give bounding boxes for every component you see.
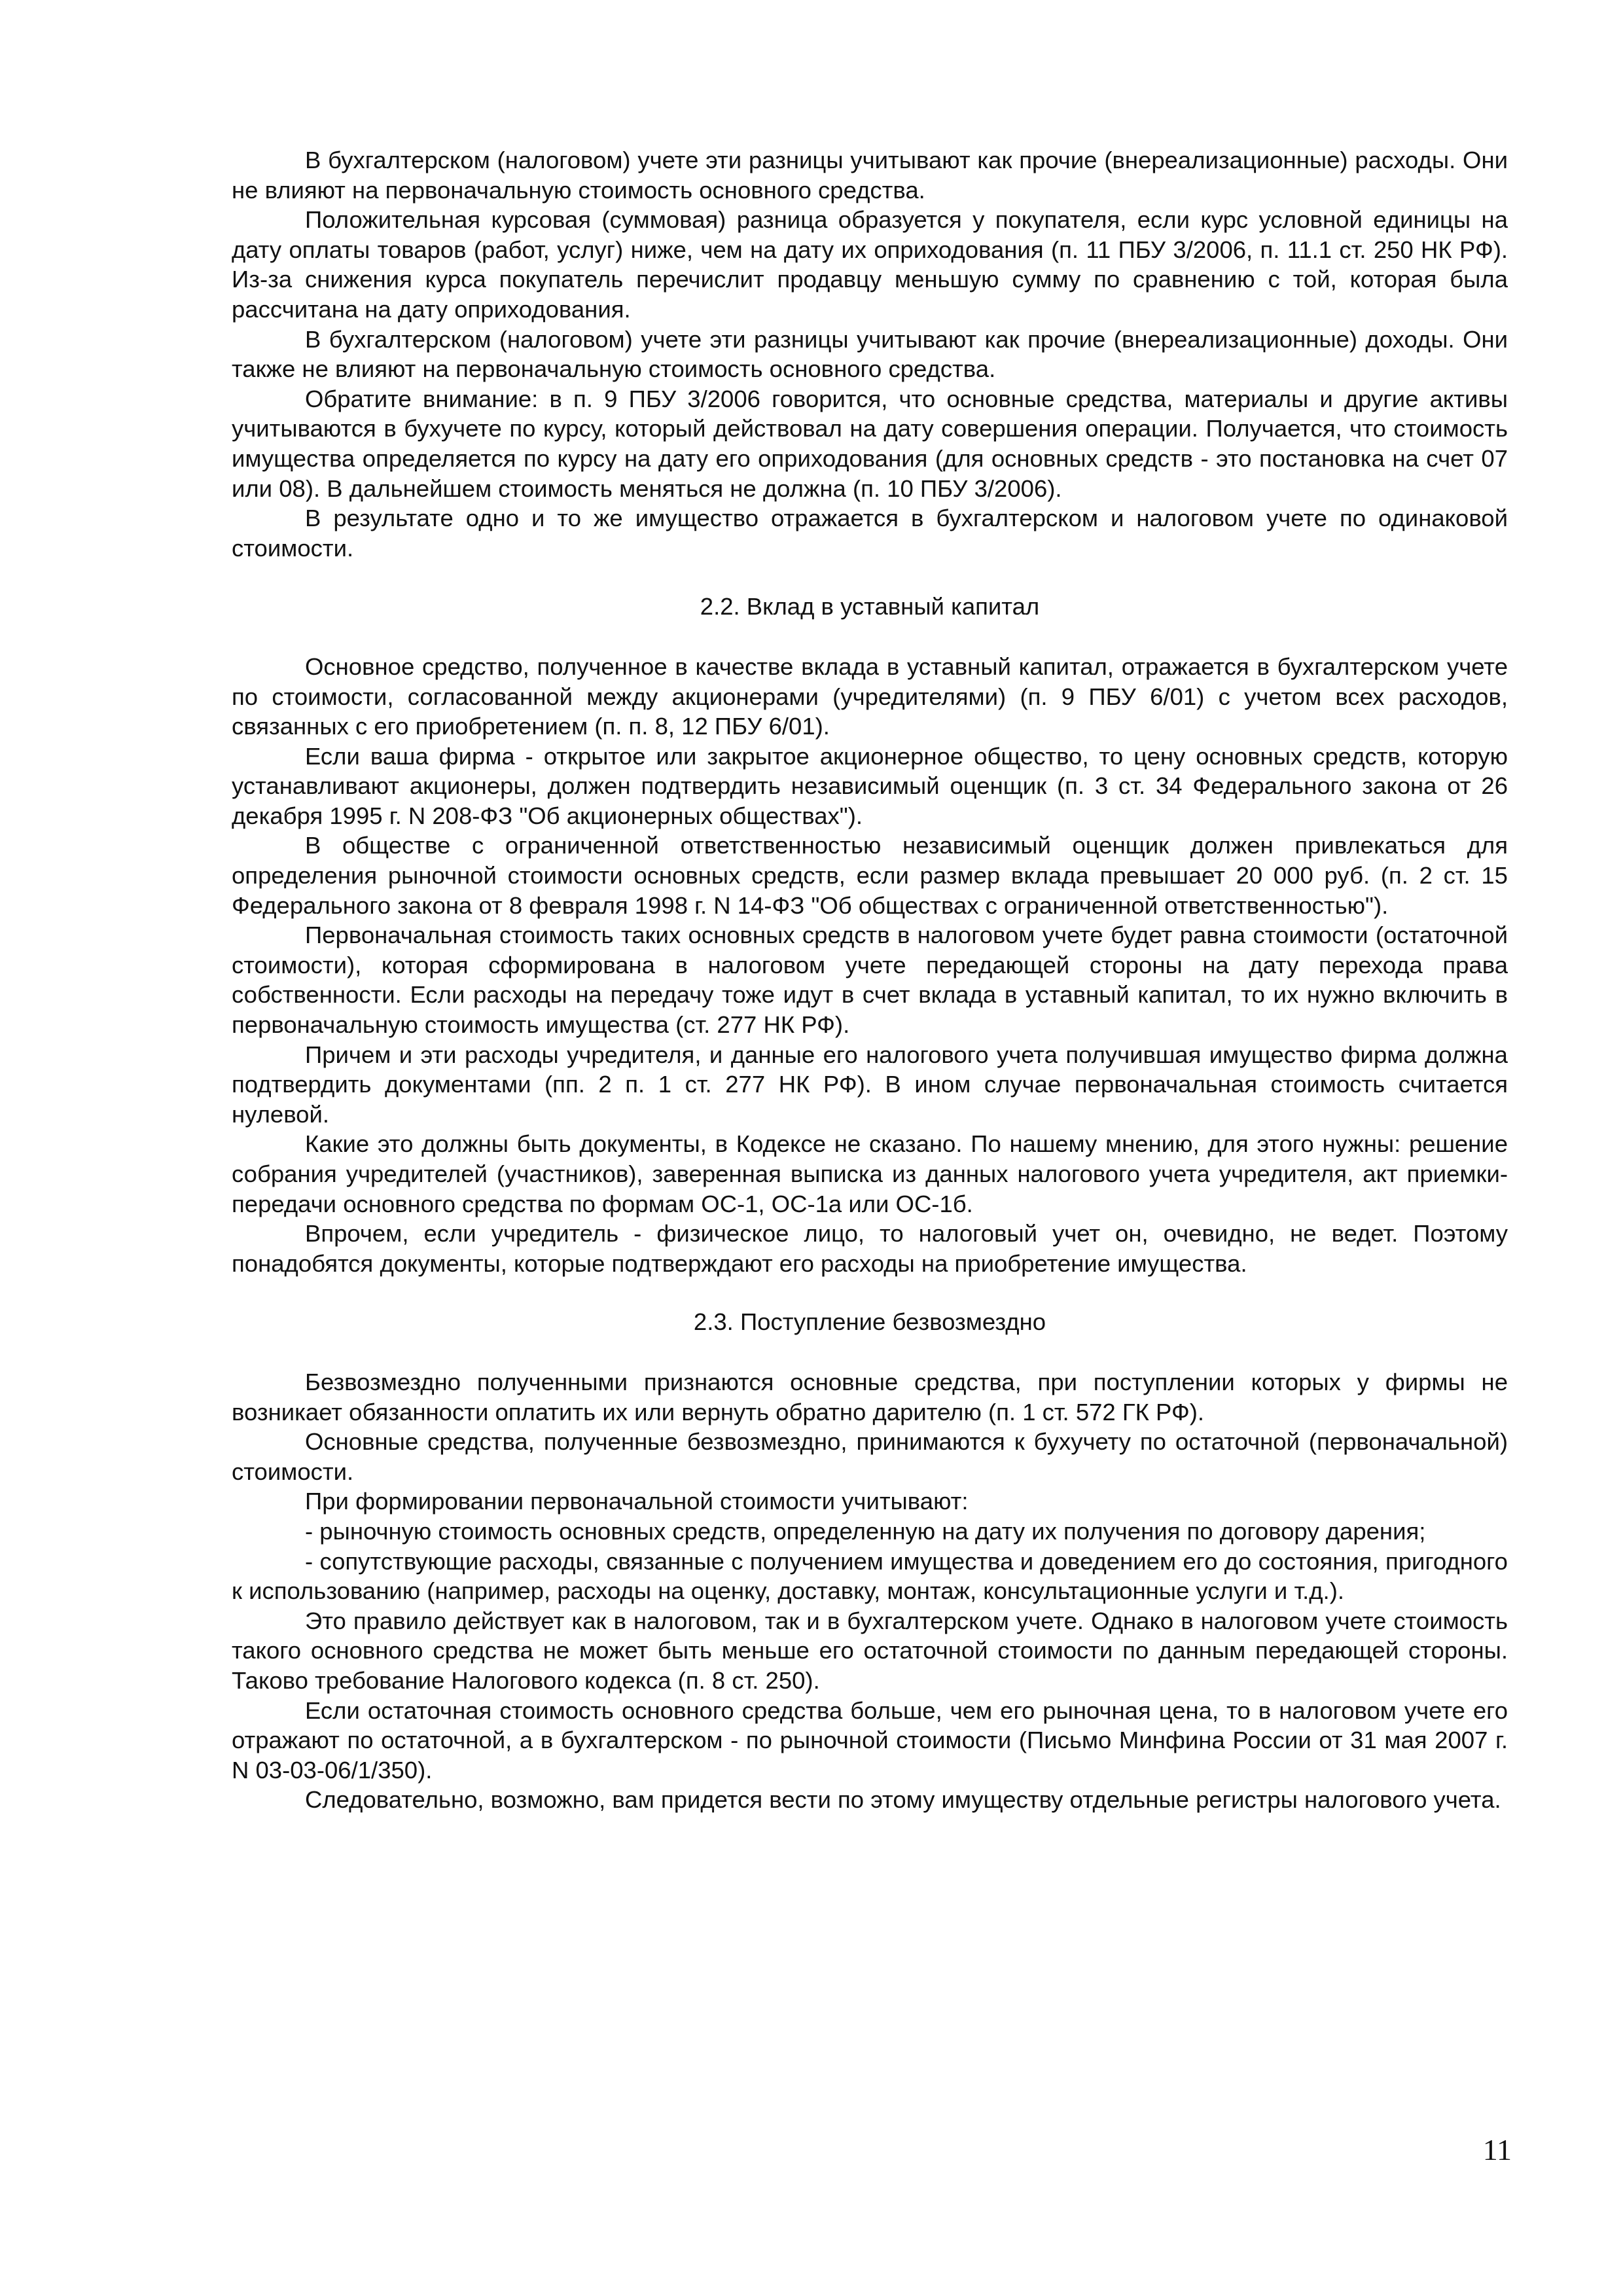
section-heading-2-3: 2.3. Поступление безвозмездно [693,1308,1046,1336]
paragraph: Положительная курсовая (суммовая) разница образуется у покупателя, если курс условной единицы на дату оплаты товаров (работ, услуг) ниже, чем на дату их оприходования (п. 11 ПБУ 3/2006, п. 11.1 ст. 250 НК РФ). Из-за снижения курса покупатель перечислит продавцу меньшую сумму по сравнению с той, которая была рассчитана на дату оприходования. [232,206,1508,323]
paragraph: Основное средство, полученное в качестве вклада в уставный капитал, отражается в бухгалтерском учете по стоимости, согласованной между акционерами (учредителями) (п. 9 ПБУ 6/01) с учетом всех расходов, связанных с его приобретением (п. п. 8, 12 ПБУ 6/01). [232,653,1508,740]
paragraph: В обществе с ограниченной ответственностью независимый оценщик должен привлекаться для определения рыночной стоимости основных средств, если размер вклада превышает 20 000 руб. (п. 2 ст. 15 Федерального закона от 8 февраля 1998 г. N 14-ФЗ "Об обществах с ограниченной ответственностью"). [232,832,1508,919]
paragraph: Обратите внимание: в п. 9 ПБУ 3/2006 говорится, что основные средства, материалы и другие активы учитываются в бухучете по курсу, который действовал на дату совершения операции. Получается, что стоимость имущества определяется по курсу на дату его оприходования (для основных средств - это постановка на счет 07 или 08). В дальнейшем стоимость меняться не должна (п. 10 ПБУ 3/2006). [232,385,1508,502]
paragraph: Это правило действует как в налоговом, так и в бухгалтерском учете. Однако в налоговом учете стоимость такого основного средства не может быть меньше его остаточной стоимости по данным передающей стороны. Таково требование Налогового кодекса (п. 8 ст. 250). [232,1607,1508,1694]
paragraph: Следовательно, возможно, вам придется вести по этому имуществу отдельные регистры налогового учета. [305,1786,1501,1814]
paragraph: Впрочем, если учредитель - физическое лицо, то налоговый учет он, очевидно, не ведет. Поэтому понадобятся документы, которые подтверждают его расходы на приобретение имущества. [232,1220,1508,1277]
paragraph: В бухгалтерском (налоговом) учете эти разницы учитывают как прочие (внереализационные) расходы. Они не влияют на первоначальную стоимость основного средства. [232,147,1508,204]
page-number: 11 [1482,2133,1512,2166]
paragraph: Причем и эти расходы учредителя, и данные его налогового учета получившая имущество фирма должна подтвердить документами (пп. 2 п. 1 ст. 277 НК РФ). В ином случае первоначальная стоимость считается нулевой. [232,1041,1508,1128]
paragraph: Если остаточная стоимость основного средства больше, чем его рыночная цена, то в налоговом учете его отражают по остаточной, а в бухгалтерском - по рыночной стоимости (Письмо Минфина России от 31 мая 2007 г. N 03-03-06/1/350). [232,1696,1508,1784]
section-heading-2-2: 2.2. Вклад в уставный капитал [700,593,1040,620]
paragraph: При формировании первоначальной стоимости учитывают: [305,1488,969,1515]
document-page [232,145,1508,1815]
paragraph: Какие это должны быть документы, в Кодексе не сказано. По нашему мнению, для этого нужны: решение собрания учредителей (участников), заверенная выписка из данных налогового учета учредителя, акт приемки-передачи основного средства по формам ОС-1, ОС-1а или ОС-1б. [232,1130,1508,1217]
paragraph: Безвозмездно полученными признаются основные средства, при поступлении которых у фирмы не возникает обязанности оплатить их или вернуть обратно дарителю (п. 1 ст. 572 ГК РФ). [232,1368,1508,1426]
list-item: - рыночную стоимость основных средств, определенную на дату их получения по договору дарения; [305,1517,1426,1545]
list-item: - сопутствующие расходы, связанные с получением имущества и доведением его до состояния, пригодного к использованию (например, расходы на оценку, доставку, монтаж, консультационные услуги и т.д.). [232,1547,1508,1605]
paragraph: В результате одно и то же имущество отражается в бухгалтерском и налоговом учете по одинаковой стоимости. [232,505,1508,562]
paragraph: Основные средства, полученные безвозмездно, принимаются к бухучету по остаточной (первоначальной) стоимости. [232,1428,1508,1485]
paragraph: В бухгалтерском (налоговом) учете эти разницы учитывают как прочие (внереализационные) доходы. Они также не влияют на первоначальную стоимость основного средства. [232,325,1508,383]
paragraph: Первоначальная стоимость таких основных средств в налоговом учете будет равна стоимости (остаточной стоимости), которая сформирована в налоговом учете передающей стороны на дату перехода права собственности. Если расходы на передачу тоже идут в счет вклада в уставный капитал, то их нужно включить в первоначальную стоимость имущества (ст. 277 НК РФ). [232,922,1508,1039]
paragraph: Если ваша фирма - открытое или закрытое акционерное общество, то цену основных средств, которую устанавливают акционеры, должен подтвердить независимый оценщик (п. 3 ст. 34 Федерального закона от 26 декабря 1995 г. N 208-ФЗ "Об акционерных обществах"). [232,742,1508,829]
